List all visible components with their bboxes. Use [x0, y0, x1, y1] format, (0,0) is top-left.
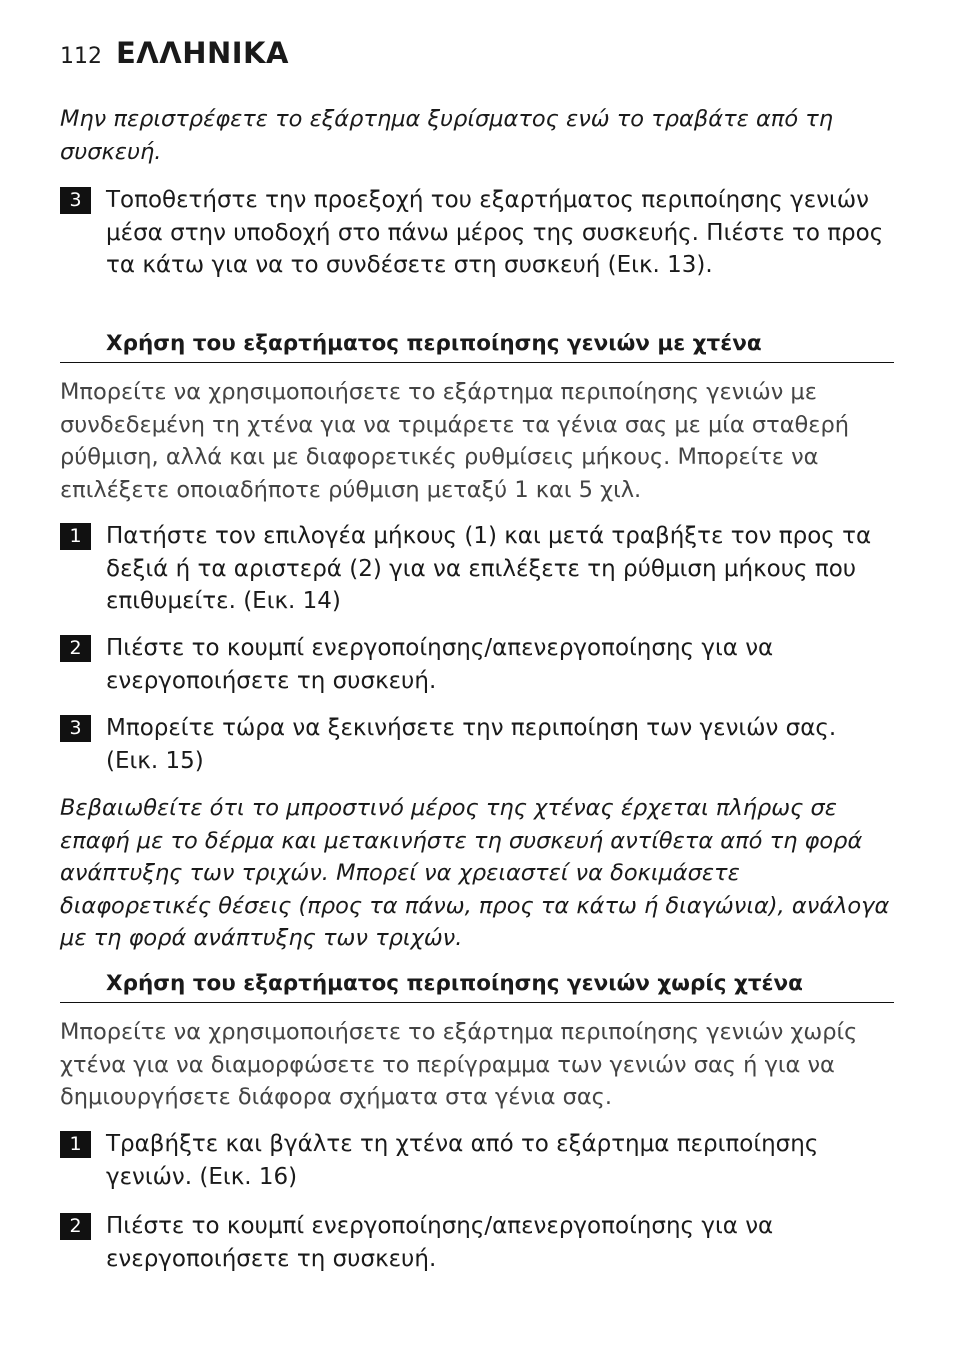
step-text: Πιέστε το κουμπί ενεργοποίησης/απενεργοποίησης για να ενεργοποιήσετε τη συσκευή. [106, 1213, 774, 1272]
step-select-length [60, 520, 894, 618]
note-comb-contact: Βεβαιωθείτε ότι το μπροστινό μέρος της χτένας έρχεται πλήρως σε επαφή με το δέρμα και μετακινήστε τη συσκευή αντίθετα από τη φορά ανάπτυξης των τριχών. Μπορεί να χρειαστεί να δοκιμάσετε διαφορετικές θέσεις (προς τα πάνω, προς τα κάτω ή διαγώνια), ανάλογα με τη φορά ανάπτυξης των τριχών. [60, 795, 890, 951]
step-attach [60, 184, 894, 282]
note-rotate: Μην περιστρέφετε το εξάρτημα ξυρίσματος ενώ το τραβάτε από τη συσκευή. [60, 106, 834, 165]
section-title: Χρήση του εξαρτήματος περιποίησης γενιών με χτένα [106, 331, 762, 356]
page-header [60, 36, 289, 70]
page-number: 112 [60, 44, 102, 69]
step-number: 2 [60, 1213, 91, 1240]
paragraph-with-comb: Μπορείτε να χρησιμοποιήσετε το εξάρτημα περιποίησης γενιών με συνδεδεμένη τη χτένα για να τριμάρετε τα γένια σας με μία σταθερή ρύθμιση, αλλά και με διαφορετικές ρυθμίσεις μήκους. Μπορείτε να επιλέξετε οποιαδήποτε ρύθμιση μεταξύ 1 και 5 χιλ. [60, 379, 850, 503]
step-text: Τοποθετήστε την προεξοχή του εξαρτήματος περιποίησης γενιών μέσα στην υποδοχή στο πάνω μέρος της συσκευής. Πιέστε το προς τα κάτω για να το συνδέσετε στη συσκευή (Εικ. 13). [106, 187, 884, 278]
step-switch-on-2 [60, 1210, 894, 1275]
step-number: 3 [60, 715, 91, 742]
step-text: Τραβήξτε και βγάλτε τη χτένα από το εξάρτημα περιποίησης γενιών. (Εικ. 16) [106, 1131, 819, 1190]
step-number: 3 [60, 187, 91, 214]
paragraph-without-comb: Μπορείτε να χρησιμοποιήσετε το εξάρτημα περιποίησης γενιών χωρίς χτένα για να διαμορφώσετε το περίγραμμα των γενιών σας ή για να δημιουργήσετε διάφορα σχήματα στα γένια σας. [60, 1019, 858, 1110]
step-start-trimming [60, 712, 894, 777]
step-remove-comb [60, 1128, 894, 1193]
step-number: 1 [60, 523, 91, 550]
step-text: Μπορείτε τώρα να ξεκινήσετε την περιποίηση των γενιών σας. (Εικ. 15) [106, 715, 837, 774]
step-number: 2 [60, 635, 91, 662]
step-text: Πατήστε τον επιλογέα μήκους (1) και μετά τραβήξτε τον προς τα δεξιά ή τα αριστερά (2) για να επιλέξετε τη ρύθμιση μήκους που επιθυμείτε. (Εικ. 14) [106, 523, 872, 614]
section-heading-with-comb [60, 330, 894, 363]
section-heading-without-comb [60, 970, 894, 1003]
language-heading: ΕΛΛΗΝΙΚΑ [116, 36, 289, 70]
step-switch-on [60, 632, 894, 697]
step-text: Πιέστε το κουμπί ενεργοποίησης/απενεργοποίησης για να ενεργοποιήσετε τη συσκευή. [106, 635, 774, 694]
step-number: 1 [60, 1131, 91, 1158]
section-title: Χρήση του εξαρτήματος περιποίησης γενιών χωρίς χτένα [106, 971, 803, 996]
